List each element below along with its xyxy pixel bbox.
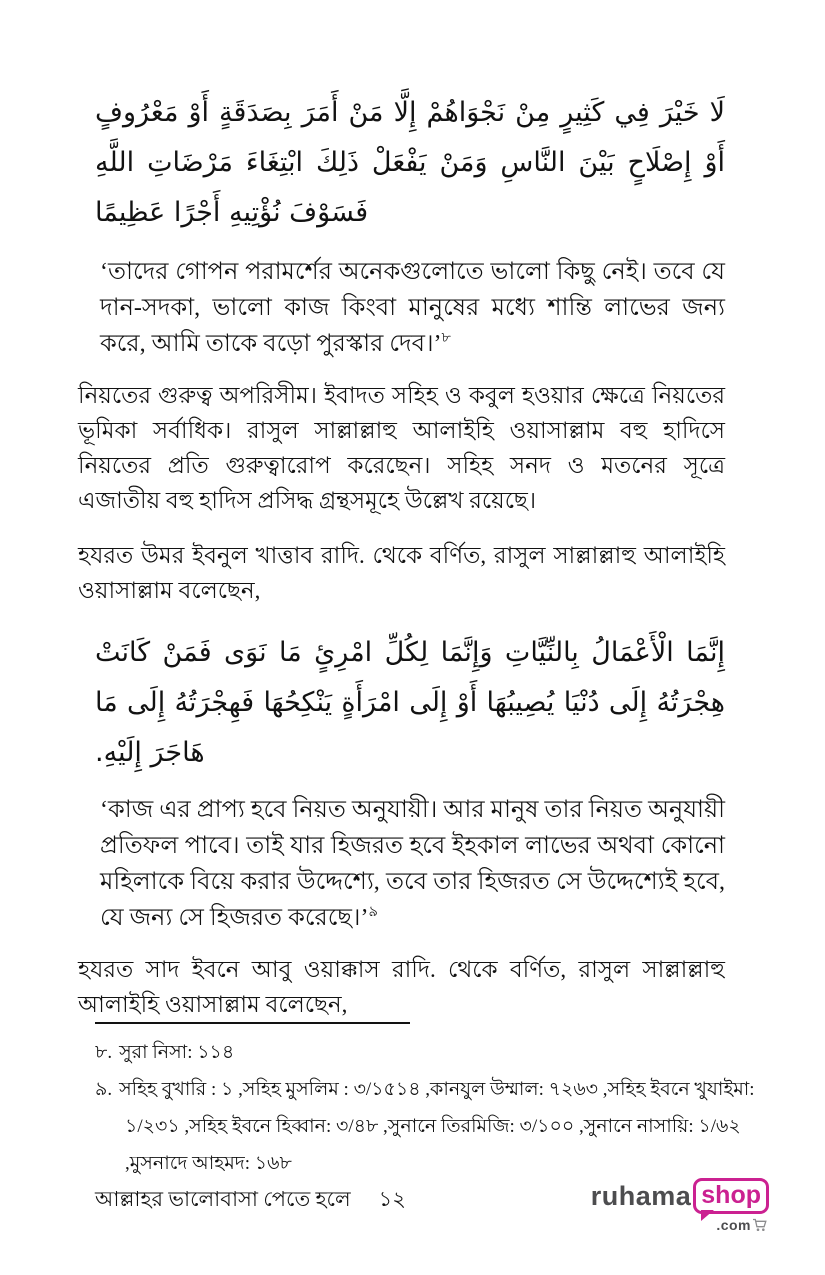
footnote-text: সহিহ বুখারি : ১ ,সহিহ মুসলিম : ৩/১৫১৪ ,কানযুল উম্মাল: ৭২৬৩ ,সহিহ ইবনে খুযাইমা: ১/২৩১ ,সহিহ ইবনে হিব্বান: ৩/৪৮ ,সুনানে তিরমিজি: ৩/১০০ ,সুনানে নাসায়ি: ১/৬২ ,মুসনাদে আহমদ: ১৬৮	[119, 1079, 755, 1174]
paragraph-umar-narration-intro: হযরত উমর ইবনুল খাত্তাব রাদি. থেকে বর্ণিত, রাসুল সাল্লাল্লাহু আলাইহি ওয়াসাল্লাম বলেছেন,	[78, 543, 725, 603]
paragraph-saad-narration-intro: হযরত সাদ ইবনে আবু ওয়াক্কাস রাদি. থেকে বর্ণিত, রাসুল সাল্লাল্লাহু আলাইহি ওয়াসাল্লাম বলেছেন,	[78, 957, 725, 1017]
footnote-marker: ৯.	[95, 1079, 113, 1100]
footnote-ref-9: ৯	[368, 904, 378, 920]
hadith-translation-text: ‘কাজ এর প্রাপ্য হবে নিয়ত অনুযায়ী। আর মানুষ তার নিয়ত অনুযায়ী প্রতিফল পাবে। তাই যার হিজরত হবে ইহকাল লাভের অথবা কোনো মহিলাকে বিয়ে করার উদ্দেশ্যে, তবে তার হিজরত সে উদ্দেশ্যেই হবে, যে জন্য সে হিজরত করেছে।’	[100, 797, 725, 931]
footnote-8	[95, 1034, 765, 1071]
logo-text-shop: shop	[701, 1181, 761, 1209]
footnote-separator-rule	[95, 1022, 410, 1024]
footnote-9	[95, 1071, 765, 1182]
verse-translation-quote	[100, 254, 725, 362]
page-number: ১২	[378, 1187, 406, 1211]
logo-wordmark	[591, 1178, 769, 1214]
footer-book-title: আল্লাহর ভালোবাসা পেতে হলে	[95, 1187, 351, 1211]
page-footer	[95, 1178, 769, 1233]
logo-shop-bubble	[693, 1178, 769, 1214]
hadith-translation-quote	[100, 792, 725, 936]
footnotes-section	[95, 1022, 765, 1182]
running-footer	[95, 1178, 406, 1214]
footnote-text: সুরা নিসা: ১১৪	[119, 1042, 235, 1063]
logo-text-ruhama: ruhama	[590, 1180, 692, 1211]
verse-translation-text: ‘তাদের গোপন পরামর্শের অনেকগুলোতে ভালো কিছু নেই। তবে যে দান-সদকা, ভালো কাজ কিংবা মানুষের মধ্যে শান্তি লাভের জন্য করে, আমি তাকে বড়ো পুরস্কার দেব।’	[100, 259, 725, 357]
arabic-hadith-text: إِنَّمَا الْأَعْمَالُ بِالنِّيَّاتِ وَإِنَّمَا لِكُلِّ امْرِئٍ مَا نَوَى فَمَنْ كَانَتْ هِجْرَتُهُ إِلَى دُنْيَا يُصِيبُهَا أَوْ إِلَى امْرَأَةٍ يَنْكِحُهَا فَهِجْرَتُهُ إِلَى مَا هَاجَرَ إِلَيْهِ.	[95, 637, 725, 768]
footnote-ref-8: ৮	[441, 330, 451, 346]
logo-domain-row	[716, 1217, 769, 1233]
paragraph-niyyah-importance: নিয়তের গুরুত্ব অপরিসীম। ইবাদত সহিহ ও কবুল হওয়ার ক্ষেত্রে নিয়তের ভূমিকা সর্বাধিক। রাসুল সাল্লাল্লাহু আলাইহি ওয়াসাল্লাম বহু হাদিসে নিয়তের প্রতি গুরুত্বারোপ করেছেন। সহিহ সনদ ও মতনের সূত্রে এজাতীয় বহু হাদিস প্রসিদ্ধ গ্রন্থসমূহে উল্লেখ রয়েছে।	[78, 383, 725, 513]
ruhamashop-logo	[591, 1178, 769, 1233]
shopping-cart-icon	[752, 1218, 768, 1232]
logo-text-com: .com	[716, 1217, 751, 1233]
footnote-marker: ৮.	[95, 1042, 113, 1063]
arabic-quran-verse: لَا خَيْرَ فِي كَثِيرٍ مِنْ نَجْوَاهُمْ إِلَّا مَنْ أَمَرَ بِصَدَقَةٍ أَوْ مَعْرُوفٍ أَوْ إِصْلَاحٍ بَيْنَ النَّاسِ وَمَنْ يَفْعَلْ ذَلِكَ ابْتِغَاءَ مَرْضَاتِ اللَّهِ فَسَوْفَ نُؤْتِيهِ أَجْرًا عَظِيمًا	[95, 97, 725, 228]
